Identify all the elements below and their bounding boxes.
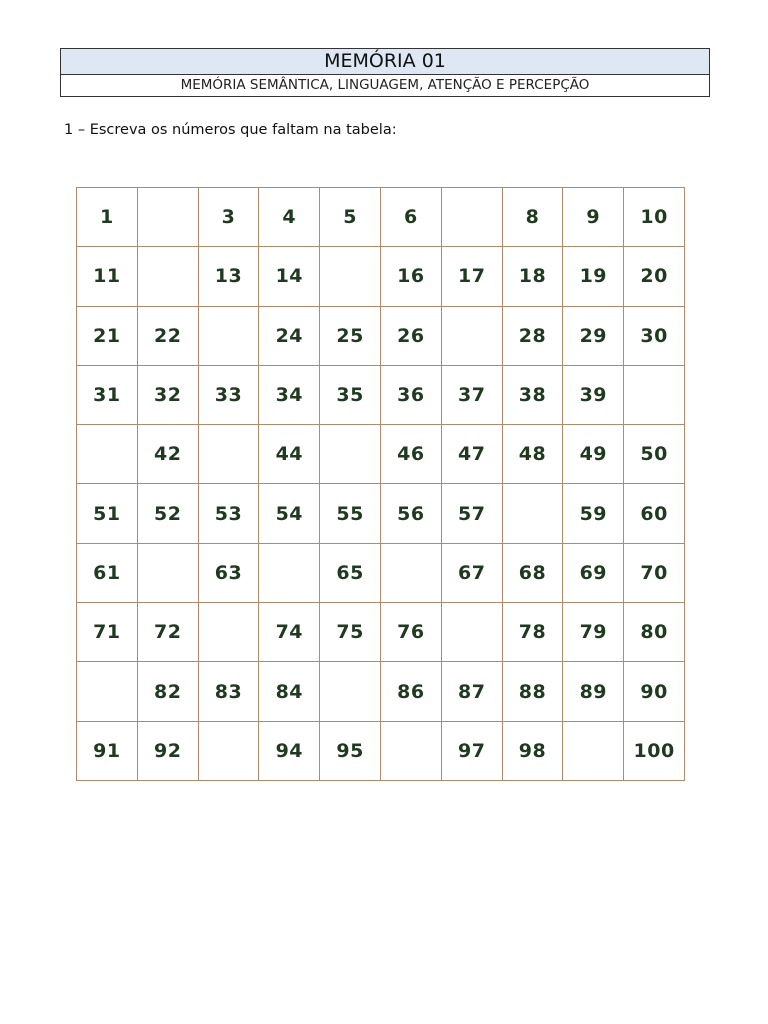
table-cell: 13	[199, 247, 260, 306]
table-cell: 3	[199, 188, 260, 247]
table-cell: 87	[442, 662, 503, 721]
table-cell: 65	[320, 544, 381, 603]
table-cell: 17	[442, 247, 503, 306]
table-cell: 55	[320, 484, 381, 543]
worksheet-subtitle: MEMÓRIA SEMÂNTICA, LINGUAGEM, ATENÇÃO E PERCEPÇÃO	[180, 77, 590, 93]
table-cell: 6	[381, 188, 442, 247]
table-cell-blank[interactable]	[77, 425, 138, 484]
table-cell-blank[interactable]	[624, 366, 685, 425]
table-cell: 38	[503, 366, 564, 425]
table-cell: 76	[381, 603, 442, 662]
table-cell: 28	[503, 307, 564, 366]
table-cell: 100	[624, 722, 685, 781]
table-cell: 35	[320, 366, 381, 425]
table-cell: 25	[320, 307, 381, 366]
table-cell: 79	[563, 603, 624, 662]
table-cell: 21	[77, 307, 138, 366]
table-cell: 78	[503, 603, 564, 662]
table-cell-blank[interactable]	[442, 188, 503, 247]
table-cell: 88	[503, 662, 564, 721]
table-cell-blank[interactable]	[320, 425, 381, 484]
table-cell: 98	[503, 722, 564, 781]
table-cell: 1	[77, 188, 138, 247]
table-cell: 4	[259, 188, 320, 247]
table-cell-blank[interactable]	[138, 247, 199, 306]
table-cell: 82	[138, 662, 199, 721]
exercise-instruction: 1 – Escreva os números que faltam na tabela:	[64, 122, 397, 138]
table-cell: 61	[77, 544, 138, 603]
table-cell: 34	[259, 366, 320, 425]
table-cell: 31	[77, 366, 138, 425]
table-cell: 54	[259, 484, 320, 543]
table-cell-blank[interactable]	[442, 307, 503, 366]
table-cell: 32	[138, 366, 199, 425]
table-cell: 29	[563, 307, 624, 366]
table-cell-blank[interactable]	[199, 603, 260, 662]
table-cell-blank[interactable]	[199, 722, 260, 781]
table-cell: 74	[259, 603, 320, 662]
table-cell-blank[interactable]	[381, 544, 442, 603]
table-cell-blank[interactable]	[259, 544, 320, 603]
table-cell: 84	[259, 662, 320, 721]
table-cell: 72	[138, 603, 199, 662]
table-cell: 53	[199, 484, 260, 543]
table-cell: 14	[259, 247, 320, 306]
table-cell: 46	[381, 425, 442, 484]
table-cell: 67	[442, 544, 503, 603]
table-cell: 91	[77, 722, 138, 781]
table-cell-blank[interactable]	[320, 247, 381, 306]
table-cell: 94	[259, 722, 320, 781]
table-cell: 63	[199, 544, 260, 603]
table-cell-blank[interactable]	[199, 425, 260, 484]
table-cell: 69	[563, 544, 624, 603]
table-cell-blank[interactable]	[138, 188, 199, 247]
table-cell: 42	[138, 425, 199, 484]
worksheet-header	[60, 48, 710, 97]
table-cell-blank[interactable]	[199, 307, 260, 366]
table-cell: 83	[199, 662, 260, 721]
table-cell-blank[interactable]	[320, 662, 381, 721]
table-cell-blank[interactable]	[563, 722, 624, 781]
table-cell: 50	[624, 425, 685, 484]
table-cell: 16	[381, 247, 442, 306]
table-cell: 49	[563, 425, 624, 484]
table-cell-blank[interactable]	[77, 662, 138, 721]
table-cell: 8	[503, 188, 564, 247]
table-cell: 5	[320, 188, 381, 247]
table-cell: 9	[563, 188, 624, 247]
table-cell-blank[interactable]	[503, 484, 564, 543]
table-cell: 44	[259, 425, 320, 484]
table-cell: 36	[381, 366, 442, 425]
table-cell: 47	[442, 425, 503, 484]
table-cell: 22	[138, 307, 199, 366]
table-cell: 11	[77, 247, 138, 306]
table-cell: 68	[503, 544, 564, 603]
table-cell: 57	[442, 484, 503, 543]
table-cell: 39	[563, 366, 624, 425]
table-cell: 26	[381, 307, 442, 366]
table-cell: 52	[138, 484, 199, 543]
table-cell: 18	[503, 247, 564, 306]
table-cell: 59	[563, 484, 624, 543]
table-cell: 95	[320, 722, 381, 781]
table-cell: 20	[624, 247, 685, 306]
table-cell: 70	[624, 544, 685, 603]
table-cell: 10	[624, 188, 685, 247]
table-cell-blank[interactable]	[381, 722, 442, 781]
table-cell: 80	[624, 603, 685, 662]
table-cell: 75	[320, 603, 381, 662]
table-cell: 60	[624, 484, 685, 543]
table-cell: 86	[381, 662, 442, 721]
table-cell: 30	[624, 307, 685, 366]
table-cell: 24	[259, 307, 320, 366]
table-cell: 33	[199, 366, 260, 425]
table-cell-blank[interactable]	[442, 603, 503, 662]
table-cell: 97	[442, 722, 503, 781]
table-cell: 89	[563, 662, 624, 721]
table-cell: 51	[77, 484, 138, 543]
table-cell: 19	[563, 247, 624, 306]
table-cell: 56	[381, 484, 442, 543]
table-cell: 37	[442, 366, 503, 425]
table-cell: 48	[503, 425, 564, 484]
table-cell: 71	[77, 603, 138, 662]
number-table	[76, 187, 685, 781]
table-cell: 92	[138, 722, 199, 781]
table-cell-blank[interactable]	[138, 544, 199, 603]
table-cell: 90	[624, 662, 685, 721]
worksheet-title: MEMÓRIA 01	[61, 49, 709, 75]
